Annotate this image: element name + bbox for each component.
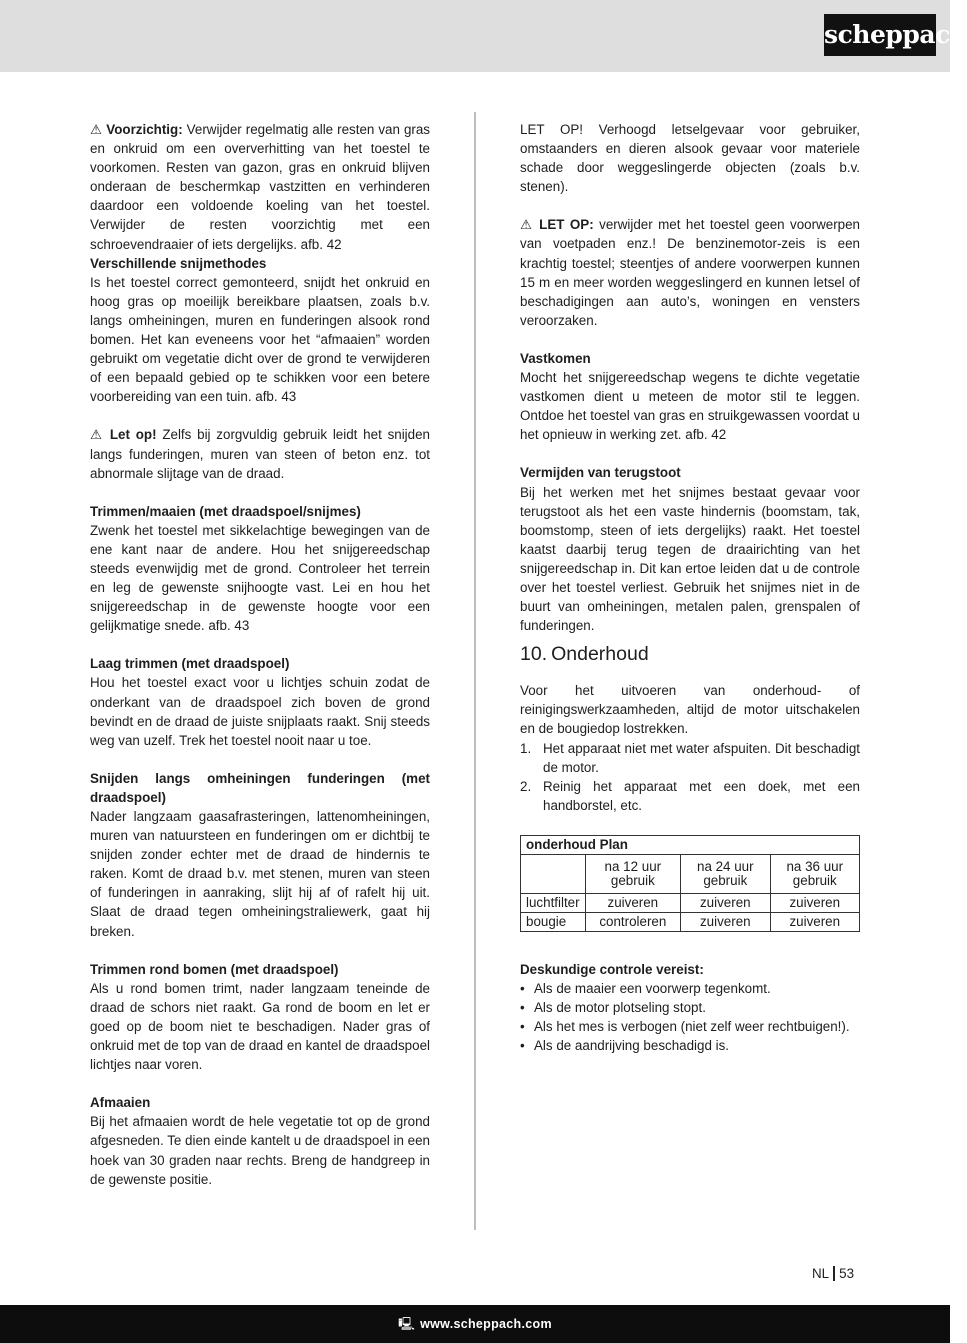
footer-website[interactable]: www.scheppach.com (420, 1317, 552, 1331)
table-cell: controleren (585, 912, 680, 931)
heading-laag-trimmen: Laag trimmen (met draadspoel) (90, 656, 290, 672)
left-column (90, 120, 430, 1189)
heading-afmaaien: Afmaaien (90, 1095, 151, 1111)
heading-terugstoot: Vermijden van terugstoot (520, 465, 681, 481)
table-cell: zuiveren (681, 912, 770, 931)
step-number: 1. (520, 740, 532, 756)
warning-text: Verwijder regelmatig alle resten van gras en onkruid om een oververhitting van het toestel te voorkomen. Resten van gazon, gras en onkruid blijven onderaan de beschermkap vastzitten en verhinderen daardoor een voldoende koeling van het toestel. Verwijder de resten voorzichtig met een schroevendraaier of iets dergelijks. afb. 42 (90, 122, 430, 252)
footer-bar (0, 1305, 950, 1343)
heading-trimmen: Trimmen/maaien (met draadspoel/snijmes) (90, 503, 361, 519)
heading-bomen: Trimmen rond bomen (met draadspoel) (90, 961, 339, 977)
step-text: Reinig het apparaat met een doek, met een handborstel, etc. (543, 778, 860, 813)
controle-list (520, 979, 860, 1055)
paragraph-onderhoud: Voor het uitvoeren van onderhoud- of reinigingswerkzaamheden, altijd de motor uitschakelen en de bougiedop lostrekken. (520, 683, 860, 737)
letop-paragraph (90, 425, 430, 482)
paragraph-afmaaien: Bij het afmaaien wordt de hele vegetatie tot op de grond afgesneden. Te dien einde kantelt u de draadspoel in een hoek van 30 graden naar rechts. Breng de handgreep in de gewenste positie. (90, 1114, 430, 1187)
table-cell: zuiveren (770, 912, 859, 931)
list-item: • Als de motor plotseling stopt. (520, 1000, 706, 1016)
paragraph-terugstoot: Bij het werken met het snijmes bestaat gevaar voor terugstoot als het een vaste hindernis (boomstam, tak, boomstomp, steen of iets dergelijks) raakt. Het toestel kaatst daarbij terug tegen de draairichting van het snijgereedschap in. Dit kan ertoe leiden dat u de controle over het toestel verliest. Gebruik het snijmes niet in de buurt van omheiningen, metalen palen, grenspalen of funderingen. (520, 484, 860, 634)
table-header-cell: na 36 uur gebruik (770, 854, 859, 893)
letop-warning-text: verwijder met het toestel geen voorwerpen van voetpaden enz.! De benzinemotor-zeis is een krachtig toestel; steentjes of andere voorwerpen kunnen 15 m en meer worden weggeslingerd en kunnen letsel of beschadigingen aan auto’s, woningen en vensters veroorzaken. (520, 217, 861, 328)
section-number: 10. (520, 643, 548, 666)
heading-controle: Deskundige controle vereist: (520, 961, 704, 977)
paragraph-trimmen: Zwenk het toestel met sikkelachtige bewegingen van de ene kant naar de andere. Hou het snijgereedschap steeds evenwijdig met de grond. Controleer het terrein en leg de gewenste snijhoogte vast. Lei en hou het snijgereedschap in de gewenste hoogte voor een gelijkmatige snede. afb. 43 (90, 522, 430, 634)
warning-paragraph (90, 120, 430, 254)
maintenance-steps (520, 739, 860, 815)
paragraph-letop-gevaar: LET OP! Verhoogd letselgevaar voor gebruiker, omstaanders en dieren alsook gevaar voor materiele schade door weggeslingerde objecten (zoals b.v. stenen). (520, 122, 860, 195)
paragraph-snijmethodes: Is het toestel correct gemonteerd, snijdt het onkruid en hoog gras op moeilijk bereikbare plaatsen, zoals b.v. langs omheiningen, muren en funderingen alsook rond bomen. Het kan eveneens voor het “afmaaien” worden gebruikt om vegetatie dicht over de grond te verwijderen of een bepaald gebied op te schikken voor een betere voorbereiding van een tuin. afb. 43 (90, 274, 430, 405)
list-item (520, 777, 860, 815)
table-cell (521, 854, 586, 893)
letop-warning-paragraph (520, 215, 860, 330)
letop-warning-label: ⚠ LET OP: (520, 217, 594, 233)
table-cell: zuiveren (585, 893, 680, 912)
heading-vastkomen: Vastkomen (520, 350, 591, 366)
heading-omheiningen: Snijden langs omheiningen funderingen (met draadspoel) (90, 770, 430, 805)
column-divider (474, 112, 476, 1230)
bullet-text: Als het mes is verbogen (niet zelf weer rechtbuigen!). (534, 1019, 850, 1035)
page-separator (833, 1266, 835, 1281)
table-cell: luchtfilter (521, 893, 586, 912)
bullet-text: Als de aandrijving beschadigd is. (534, 1038, 730, 1054)
section-heading (520, 641, 860, 667)
maintenance-plan-table (520, 835, 860, 932)
list-item: • Als de maaier een voorwerp tegenkomt. (520, 981, 771, 996)
heading-snijmethodes: Verschillende snijmethodes (90, 255, 267, 271)
paragraph-omheiningen: Nader langzaam gaasafrasteringen, lattenomheiningen, muren van natuursteen en funderingen om er dichtbij te snijden zonder echter met de draad de hindernis te raken. Komt de draad b.v. met stenen, muren van steen of funderingen in aanraking, slijt hij af of rafelt hij uit. Slaat de draad tegen omheiningstraliewerk, gaat hij breken. (90, 809, 430, 939)
brand-logo: scheppach (824, 14, 936, 56)
table-cell: bougie (521, 912, 586, 931)
page-language: NL (812, 1266, 830, 1281)
monitor-icon: 🖳 (398, 1317, 416, 1331)
table-title: onderhoud Plan (521, 835, 860, 854)
list-item: • Als de aandrijving beschadigd is. (520, 1038, 730, 1054)
paragraph-vastkomen: Mocht het snijgereedschap wegens te dichte vegetatie vastkomen dient u meteen de motor stil te leggen. Ontdoe het toestel van gras en struikgewassen voordat u het opnieuw in werking zet. afb. 42 (520, 370, 860, 443)
step-text: Het apparaat niet met water afspuiten. Dit beschadigt de motor. (543, 740, 860, 775)
right-column (520, 120, 860, 1055)
table-header-row (521, 854, 860, 893)
header-bar (0, 0, 967, 72)
step-number: 2. (520, 778, 532, 794)
bullet-text: Als de maaier een voorwerp tegenkomt. (534, 981, 771, 996)
warning-label: ⚠ Voorzichtig: (90, 122, 183, 137)
table-header-cell: na 12 uur gebruik (585, 854, 680, 893)
paragraph-bomen: Als u rond bomen trimt, nader langzaam teneinde de draad de schors niet raakt. Ga rond de boom en let er goed op de boom niet te beschadigen. Nader gras of onkruid met de top van de draad en kantel de draadspoel lichtjes naar voren. (90, 980, 430, 1073)
table-row (521, 893, 860, 912)
list-item: • Als het mes is verbogen (niet zelf weer rechtbuigen!). (520, 1019, 850, 1035)
table-row (521, 912, 860, 931)
bullet-text: Als de motor plotseling stopt. (534, 1000, 706, 1016)
letop-text: Zelfs bij zorgvuldig gebruik leidt het snijden langs funderingen, muren van steen of beton enz. tot abnormale slijtage van de draad. (90, 427, 430, 481)
table-cell: zuiveren (681, 893, 770, 912)
table-header-cell: na 24 uur gebruik (681, 854, 770, 893)
paragraph-laag-trimmen: Hou het toestel exact voor u lichtjes schuin zodat de onderkant van de draadspoel zich boven de grond bevindt en de draad de juiste snijplaats raakt. Snij steeds weg van uzelf. Trek het toestel nooit naar u toe. (90, 675, 430, 748)
list-item (520, 739, 860, 777)
page-number (812, 1266, 854, 1281)
section-title: Onderhoud (551, 643, 649, 666)
page-number-value: 53 (839, 1266, 855, 1281)
letop-label: ⚠ Let op! (90, 427, 157, 443)
table-cell: zuiveren (770, 893, 859, 912)
